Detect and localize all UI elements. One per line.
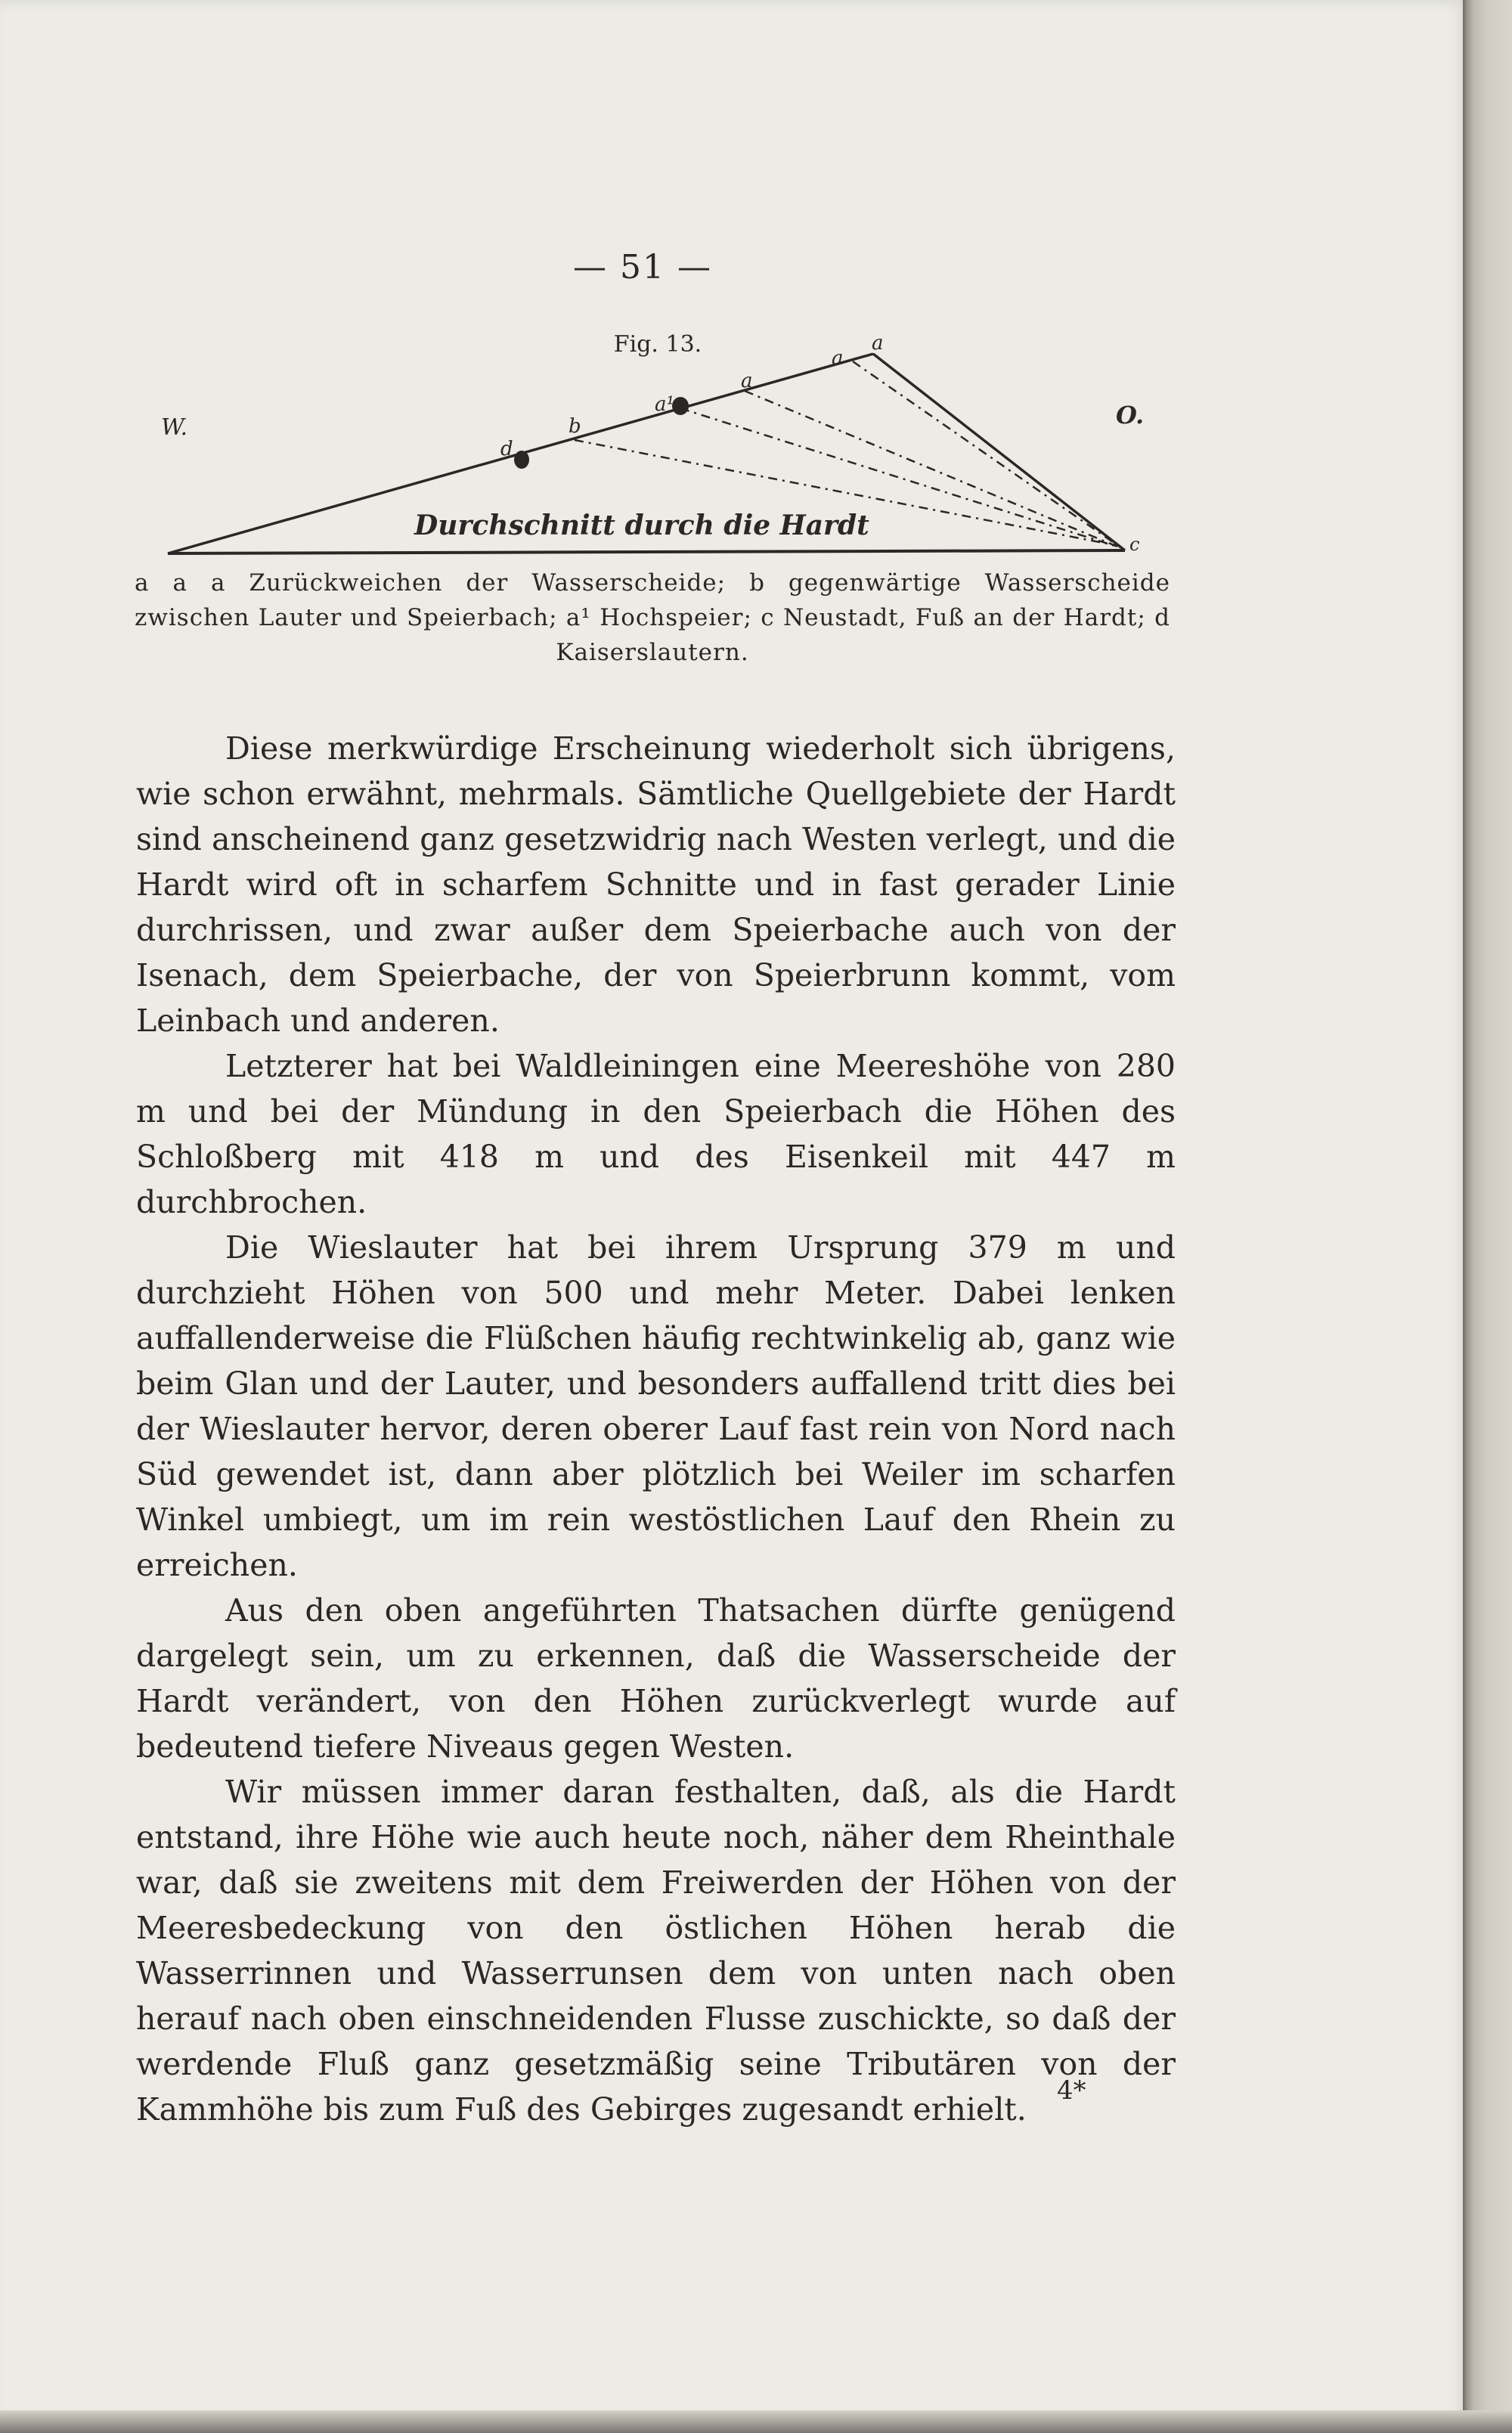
label-a-prime: a¹ [655,393,674,416]
label-a-2: a [832,347,844,370]
paragraph-5: Wir müssen immer daran festhalten, daß, als die Hardt entstand, ihre Höhe wie auch heute noch, näher dem Rheinthale war, daß sie zweitens mit dem Freiwerden der Höhen von der Meeresbedeckung von den östlichen Höhen herab die Wasserrinnen und Wasserrunsen dem von unten nach oben herauf nach oben einschneidenden Flusse zuschickte, so daß der werdende Fluß ganz gesetzmäßig seine Tributären von der Kammhöhe bis zum Fuß des Gebirges zugesandt erhielt. [136,1774,1176,2128]
paragraph-1: Diese merkwürdige Erscheinung wiederholt sich übrigens, wie schon erwähnt, mehrmals. Sämtliche Quellgebiete der Hardt sind anscheinend ganz gesetzwidrig nach Westen verlegt, und die Hardt wird oft in scharfem Schnitte und in fast gerader Linie durchrissen, und zwar außer dem Speierbache auch von der Isenach, dem Speierbache, der von Speierbrunn kommt, vom Leinbach und anderen. [136,730,1176,1039]
body-text [136,726,1176,2132]
figure-label: Fig. 13. [613,331,702,358]
page-number: — 51 — [573,248,712,287]
paragraph-4: Aus den oben angeführten Thatsachen dürfte genügend dargelegt sein, um zu erkennen, daß die Wasserscheide der Hardt verändert, von den Höhen zurückverlegt wurde auf bedeutend tiefere Niveaus gegen Westen. [136,1592,1176,1765]
east-label: O. [1116,401,1145,429]
figure-caption: a a a Zurückweichen der Wasserscheide; b gegenwärtige Wasserscheide zwischen Lauter und Speierbach; a¹ Hochspeier; c Neustadt, Fuß an der Hardt; d Kaiserslautern. [135,569,1170,666]
figure-title: Durchschnitt durch die Hardt [414,510,869,541]
label-a-3: a [741,370,753,392]
label-c: c [1129,534,1140,555]
label-a-1: a [872,332,884,355]
west-label: W. [161,414,188,441]
sheet-signature: 4* [1057,2075,1086,2106]
point-a-prime-dot [672,397,689,415]
figure-east-slope [873,354,1125,550]
paragraph-3: Die Wieslauter hat bei ihrem Ursprung 379 m und durchzieht Höhen von 500 und mehr Meter. Dabei lenken auffallenderweise die Flüßchen häufig rechtwinkelig ab, ganz wie beim Glan und der Lauter, und besonders auffallend tritt dies bei der Wieslauter hervor, deren oberer Lauf fast rein von Nord nach Süd gewendet ist, dann aber plötzlich bei Weiler im scharfen Winkel umbiegt, um im rein westöstlichen Lauf den Rhein zu erreichen. [136,1229,1176,1583]
cross-section-figure [0,0,1512,575]
label-d: d [500,438,513,460]
point-d-dot [514,451,529,469]
figure-baseline [168,550,1125,553]
paragraph-2: Letzterer hat bei Waldleiningen eine Meereshöhe von 280 m und bei der Mündung in den Speierbach die Höhen des Schloßberg mit 418 m und des Eisenkeil mit 447 m durchbrochen. [136,1048,1176,1220]
page-edge-bottom [0,2410,1512,2433]
label-b: b [569,415,581,438]
